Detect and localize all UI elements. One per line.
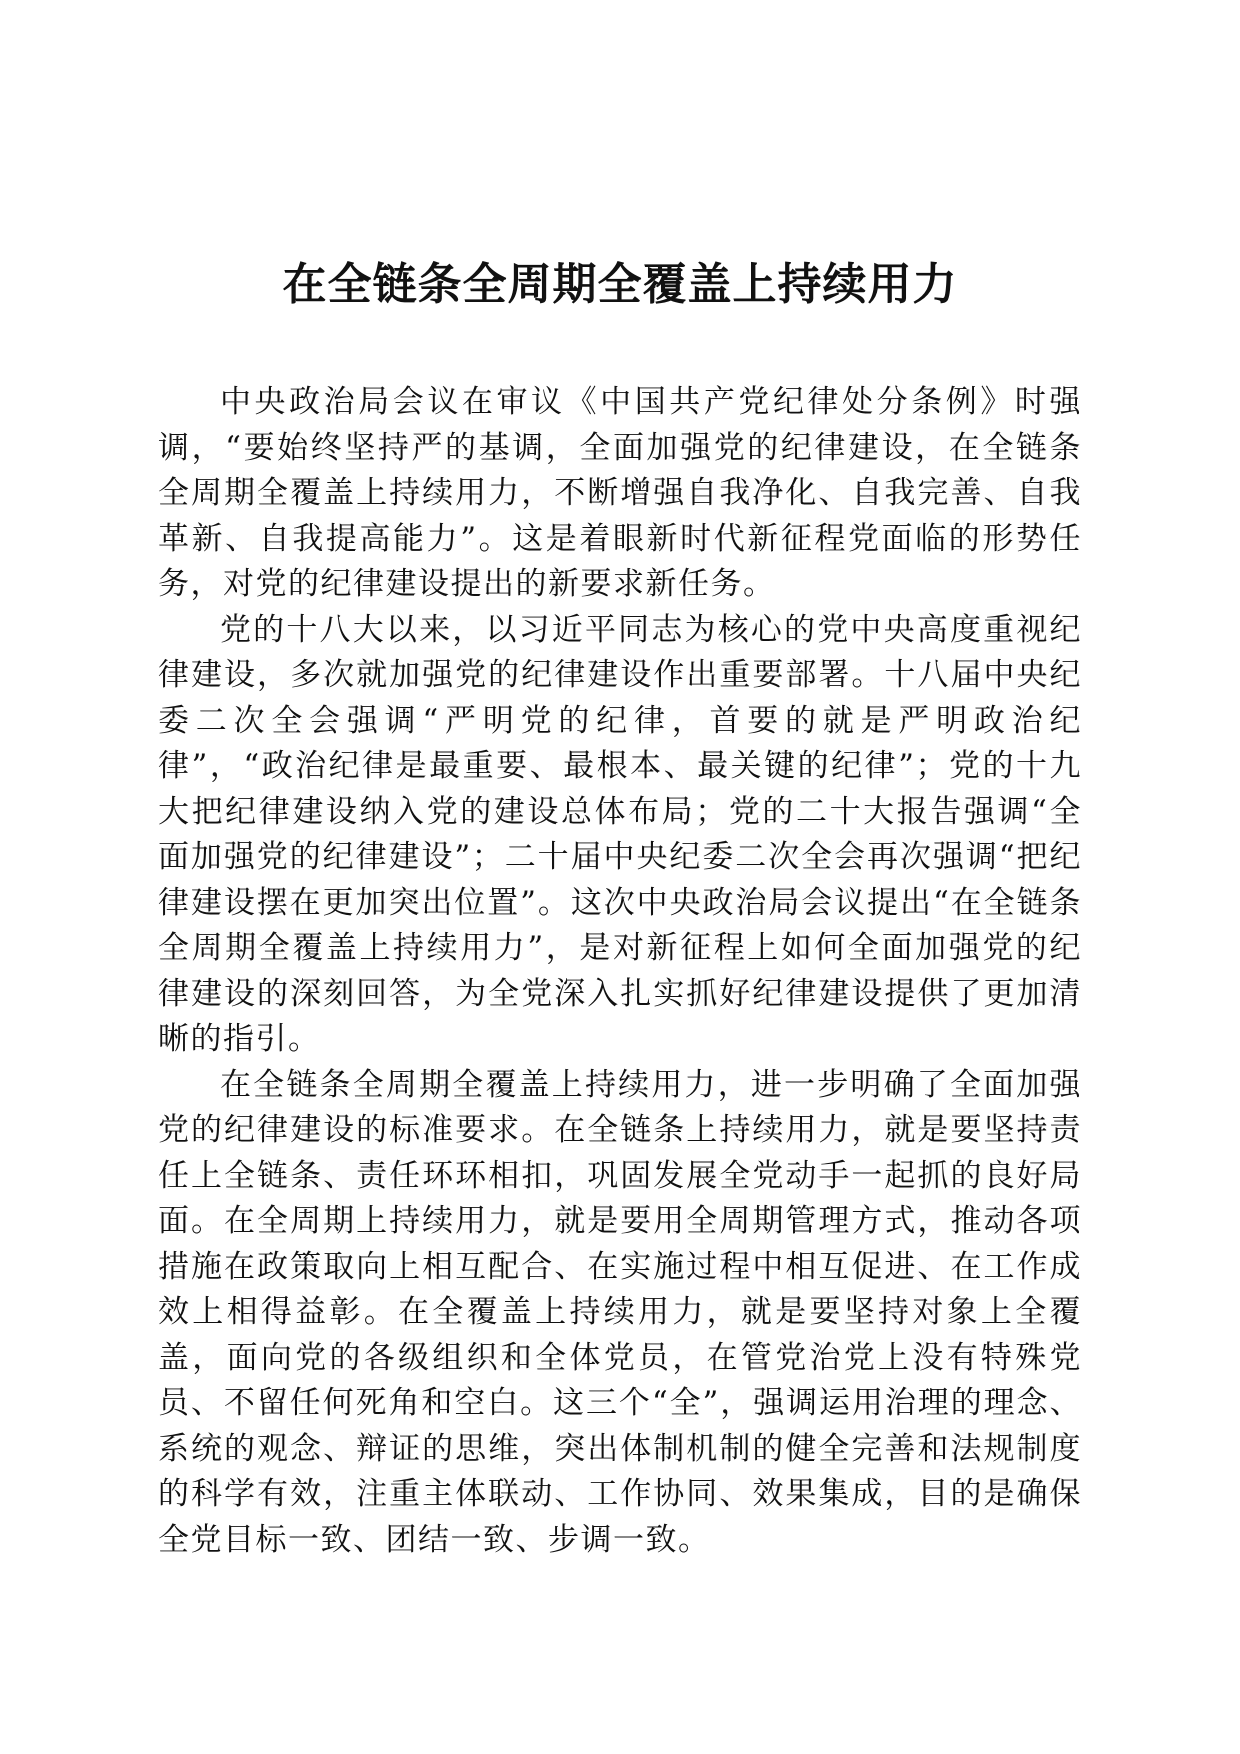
paragraph: 在全链条全周期全覆盖上持续用力，进一步明确了全面加强党的纪律建设的标准要求。在全链条上持续用力，就是要坚持责任上全链条、责任环环相扣，巩固发展全党动手一起抓的良好局面。在全周期上持续用力，就是要用全周期管理方式，推动各项措施在政策取向上相互配合、在实施过程中相互促进、在工作成效上相得益彰。在全覆盖上持续用力，就是要坚持对象上全覆盖，面向党的各级组织和全体党员，在管党治党上没有特殊党员、不留任何死角和空白。这三个“全”，强调运用治理的理念、系统的观念、辩证的思维，突出体制机制的健全完善和法规制度的科学有效，注重主体联动、工作协同、效果集成，目的是确保全党目标一致、团结一致、步调一致。 bbox=[158, 1066, 1082, 1558]
document-title: 在全链条全周期全覆盖上持续用力 bbox=[282, 259, 958, 310]
paragraph: 中央政治局会议在审议《中国共产党纪律处分条例》时强调，“要始终坚持严的基调，全面加强党的纪律建设，在全链条全周期全覆盖上持续用力，不断增强自我净化、自我完善、自我革新、自我提高能力”。这是着眼新时代新征程党面临的形势任务，对党的纪律建设提出的新要求新任务。 bbox=[158, 384, 1082, 602]
paragraph: 党的十八大以来，以习近平同志为核心的党中央高度重视纪律建设，多次就加强党的纪律建设作出重要部署。十八届中央纪委二次全会强调“严明党的纪律，首要的就是严明政治纪律”，“政治纪律是最重要、最根本、最关键的纪律”；党的十九大把纪律建设纳入党的建设总体布局；党的二十大报告强调“全面加强党的纪律建设”；二十届中央纪委二次全会再次强调“把纪律建设摆在更加突出位置”。这次中央政治局会议提出“在全链条全周期全覆盖上持续用力”，是对新征程上如何全面加强党的纪律建设的深刻回答，为全党深入扎实抓好纪律建设提供了更加清晰的指引。 bbox=[158, 611, 1082, 1057]
document-body bbox=[158, 380, 1082, 1563]
